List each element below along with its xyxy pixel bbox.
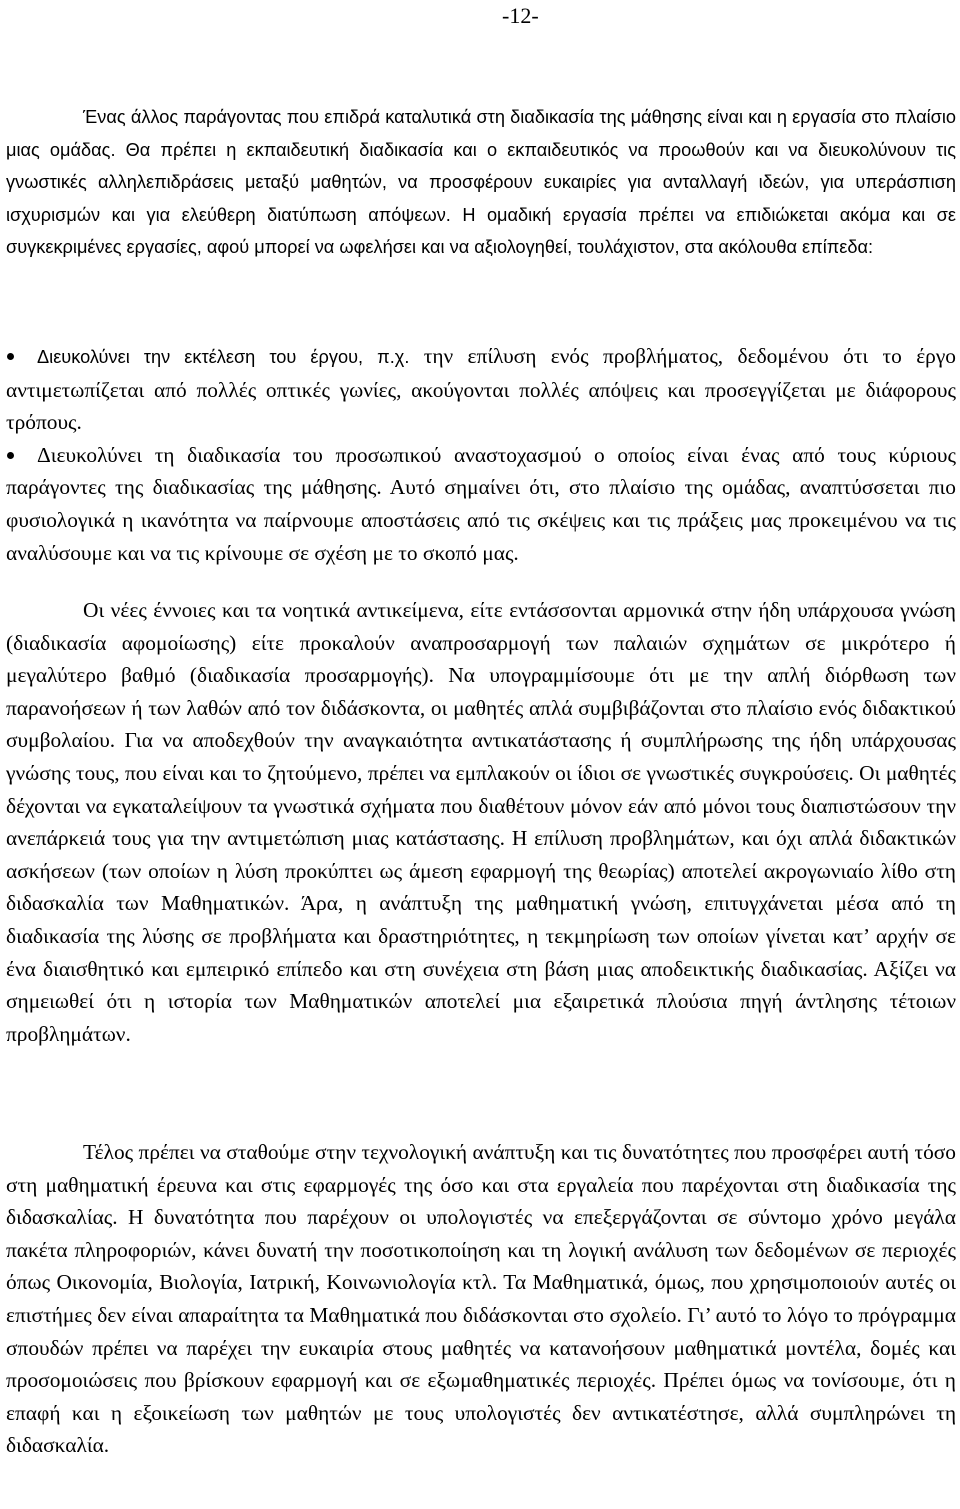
paragraph-technology: Τέλος πρέπει να σταθούμε στην τεχνολογική ανάπτυξη και τις δυνατότητες που προσφέρει αυτή τόσο στη μαθηματική έρευνα και στις εφαρμογές της όσο και στα εργαλεία που παρέχονται στη διαδικασία της διδασκαλίας. Η δυνατότητα που παρέχουν οι υπολογιστές να επεξεργάζονται σε σύντομο χρόνο μεγάλα πακέτα πληροφοριών, κάνει δυνατή την ποσοτικοποίηση και τη λογική ανάλυση των δεδομένων σε περιοχές όπως Οικονομία, Βιολογία, Ιατρική, Κοινωνιολογία κτλ. Τα Μαθηματικά, όμως, που χρησιμοποιούν αυτές οι επιστήμες δεν είναι απαραίτητα τα Μαθηματικά που διδάσκονται στο σχολείο. Γι’ αυτό το λόγο το πρόγραμμα σπουδών πρέπει να παρέχει την ευκαιρία στους μαθητές να κατανοήσουν μαθηματικά μοντέλα, δομές και προσομοιώσεις που βρίσκουν εφαρμογή και σε εξωμαθηματικές περιοχές. Πρέπει όμως να τονίσουμε, ότι η επαφή και η εξοικείωση των μαθητών με τους υπολογιστές δεν αντικατέστησε, αλλά συμπληρώνει τη διδασκαλία.	[6, 1140, 956, 1458]
list-item	[6, 439, 956, 569]
list-item-text: Διευκολύνει τη διαδικασία του προσωπικού αναστοχασμού ο οποίος είναι ένας από τους κύριους παράγοντες της διαδικασίας της μάθησης. Αυτό σημαίνει ότι, στο πλαίσιο της ομάδας, αναπτύσσεται πιο φυσιολογικά η ικανότητα να παίρνουμε αποστάσεις από τις σκέψεις και τις πράξεις μας προκειμένου να τις αναλύσουμε και να τις κρίνουμε σε σχέση με το σκοπό μας.	[6, 442, 956, 565]
list-item-text: την επίλυση ενός προβλήματος, δεδομένου ότι το έργο αντιμετωπίζεται από πολλές οπτικές γωνίες, ακούγονται πολλές απόψεις και προσεγγίζεται με διάφορους τρόπους.	[6, 344, 956, 435]
paragraph-new-concepts: Οι νέες έννοιες και τα νοητικά αντικείμενα, είτε εντάσσονται αρμονικά στην ήδη υπάρχουσα γνώση (διαδικασία αφομοίωσης) είτε προκαλούν αναπροσαρμογή των παλαιών σχημάτων σε μικρότερο ή μεγαλύτερο βαθμό (διαδικασία προσαρμογής). Να υπογραμμίσουμε ότι με την απλή διόρθωση των παρανοήσεων ή των λαθών από τον διδάσκοντα, οι μαθητές απλά συμβιβάζονται στο πλαίσιο ενός διδακτικού συμβολαίου. Για να αποδεχθούν την αναγκαιότητα αντικατάστασης ή συμπλήρωσης της ήδη υπάρχουσας γνώσης τους, που είναι και το ζητούμενο, πρέπει να εμπλακούν οι ίδιοι σε γνωστικές συγκρούσεις. Οι μαθητές δέχονται να εγκαταλείψουν τα γνωστικά σχήματα που διαθέτουν μόνον εάν από μόνοι τους διαπιστώσουν την ανεπάρκειά τους για την αντιμετώπιση μιας κατάστασης. Η επίλυση προβλημάτων, και όχι απλά διδακτικών ασκήσεων (των οποίων η λύση προκύπτει ως άμεση εφαρμογή της θεωρίας) αποτελεί ακρογωνιαίο λίθο στη διδασκαλία των Μαθηματικών. Άρα, η ανάπτυξη της μαθηματική γνώση, επιτυγχάνεται μέσα από τη διαδικασία της λύσης σε προβλήματα και δραστηριότητες, η τεκμηρίωση των οποίων γίνεται κατ’ αρχήν σε ένα διαισθητικό και εμπειρικό επίπεδο και στη συνέχεια στη βάση μιας αποδεικτικής διαδικασίας. Αξίζει να σημειωθεί ότι η ιστορία των Μαθηματικών αποτελεί μια εξαιρετικά πλούσια πηγή άντλησης τέτοιων προβλημάτων.	[6, 598, 956, 1046]
page-number: -12-	[502, 3, 539, 28]
bullet-icon	[7, 353, 14, 360]
bullet-icon	[7, 452, 14, 459]
benefits-list	[6, 340, 956, 569]
list-item	[6, 340, 956, 439]
paragraph-group-work: Ένας άλλος παράγοντας που επιδρά καταλυτικά στη διαδικασία της μάθησης είναι και η εργασία στο πλαίσιο μιας ομάδας. Θα πρέπει η εκπαιδευτική διαδικασία και ο εκπαιδευτικός να προωθούν και να διευκολύνουν τις γνωστικές αλληλεπιδράσεις μεταξύ μαθητών, να προσφέρουν ευκαιρίες για ανταλλαγή ιδεών, για υπεράσπιση ισχυρισμών και για ελεύθερη διατύπωση απόψεων. Η ομαδική εργασία πρέπει να επιδιώκεται ακόμα και σε συγκεκριμένες εργασίες, αφού μπορεί να ωφελήσει και να αξιολογηθεί, τουλάχιστον, στα ακόλουθα επίπεδα:	[6, 107, 956, 258]
list-item-lead: Διευκολύνει την εκτέλεση του έργου, π.χ.	[37, 347, 410, 367]
